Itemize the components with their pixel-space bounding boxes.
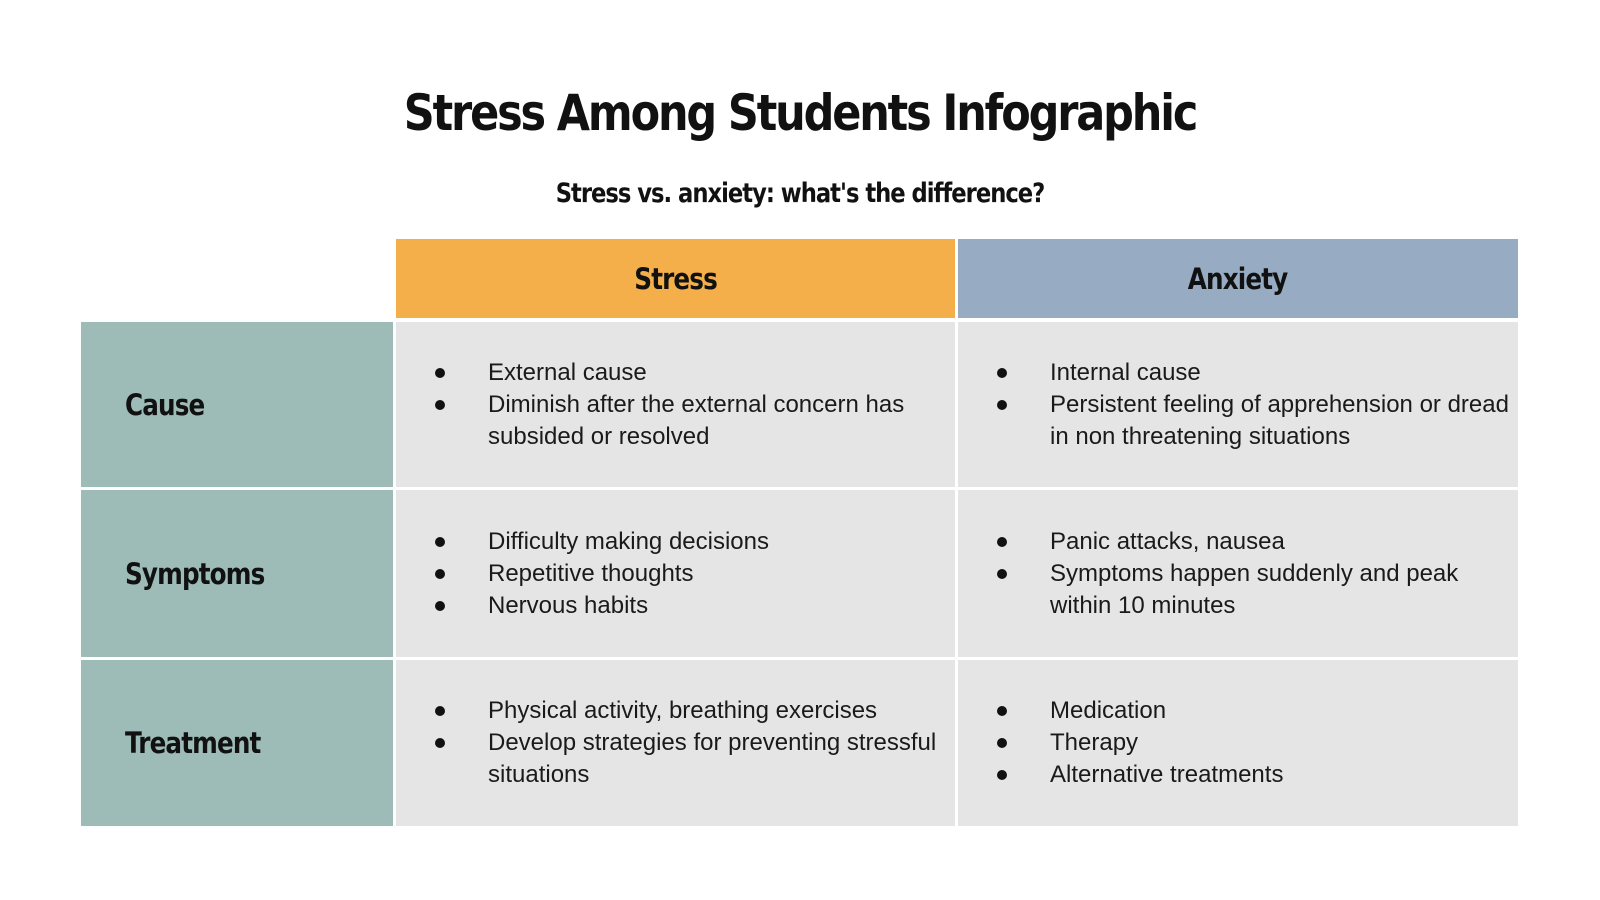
bullet-icon [997, 400, 1007, 410]
column-header-stress [396, 239, 955, 318]
bullet-icon [997, 738, 1007, 748]
cell-treatment-stress [396, 660, 955, 826]
row-label-text: Symptoms [125, 556, 265, 591]
cell-symptoms-anxiety [958, 490, 1518, 657]
bullet-icon [997, 368, 1007, 378]
list-item: Therapy [958, 727, 1518, 759]
row-label-symptoms [81, 490, 393, 657]
bullet-list [396, 357, 955, 453]
list-item: Persistent feeling of apprehension or dread in non threatening situations [958, 389, 1518, 453]
bullet-icon [435, 601, 445, 611]
column-header-label: Stress [634, 261, 717, 296]
bullet-icon [435, 400, 445, 410]
bullet-list [958, 357, 1518, 453]
bullet-icon [435, 738, 445, 748]
row-label-treatment [81, 660, 393, 826]
list-item: External cause [396, 357, 955, 389]
list-item: Develop strategies for preventing stressful situations [396, 727, 955, 791]
list-item: Alternative treatments [958, 759, 1518, 791]
bullet-icon [435, 569, 445, 579]
bullet-icon [997, 706, 1007, 716]
list-item: Difficulty making decisions [396, 526, 955, 558]
column-header-anxiety [958, 239, 1518, 318]
cell-cause-stress [396, 322, 955, 487]
list-item: Physical activity, breathing exercises [396, 695, 955, 727]
row-label-cause [81, 322, 393, 487]
list-item: Repetitive thoughts [396, 558, 955, 590]
list-item: Internal cause [958, 357, 1518, 389]
column-header-label: Anxiety [1188, 261, 1288, 296]
list-item: Medication [958, 695, 1518, 727]
page-title: Stress Among Students Infographic [403, 84, 1197, 142]
bullet-icon [435, 537, 445, 547]
cell-cause-anxiety [958, 322, 1518, 487]
row-label-text: Cause [125, 387, 205, 422]
bullet-list [396, 526, 955, 622]
row-label-text: Treatment [125, 726, 261, 760]
page-subtitle: Stress vs. anxiety: what's the difference? [555, 178, 1045, 209]
bullet-icon [997, 569, 1007, 579]
list-item: Panic attacks, nausea [958, 526, 1518, 558]
bullet-list [958, 526, 1518, 622]
bullet-icon [997, 770, 1007, 780]
list-item: Symptoms happen suddenly and peak within 10 minutes [958, 558, 1518, 622]
bullet-icon [435, 368, 445, 378]
list-item: Nervous habits [396, 590, 955, 622]
bullet-list [396, 695, 955, 791]
list-item: Diminish after the external concern has subsided or resolved [396, 389, 955, 453]
bullet-icon [997, 537, 1007, 547]
bullet-list [958, 695, 1518, 791]
cell-symptoms-stress [396, 490, 955, 657]
bullet-icon [435, 706, 445, 716]
cell-treatment-anxiety [958, 660, 1518, 826]
